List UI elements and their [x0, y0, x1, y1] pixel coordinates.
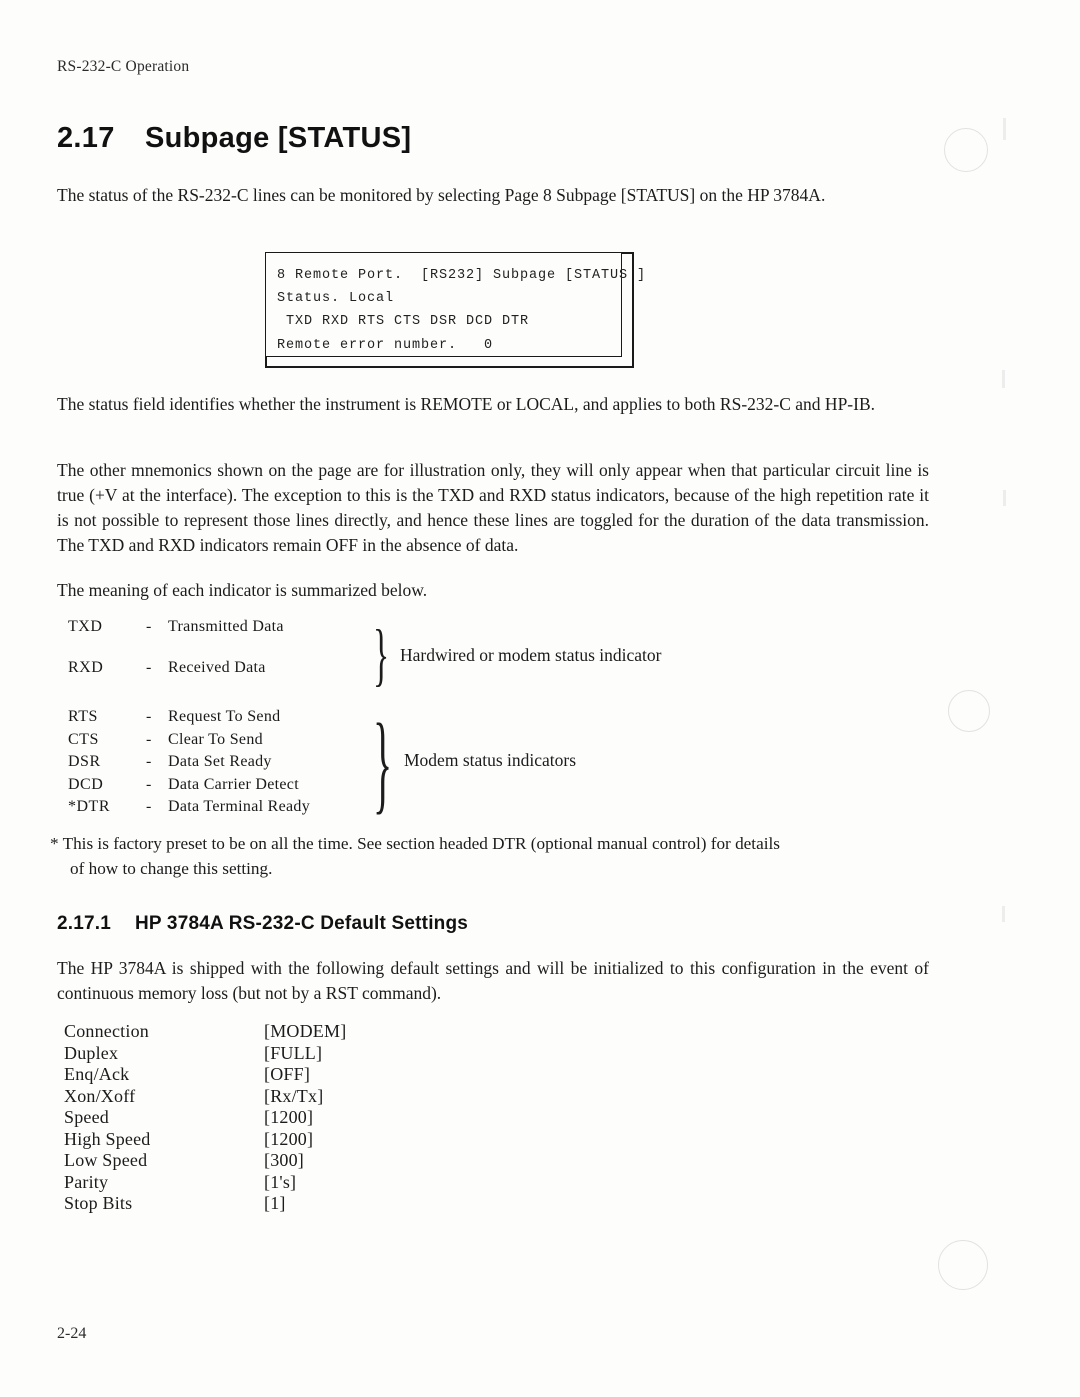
setting-value: [Rx/Tx]	[264, 1085, 324, 1106]
indicator-group-modem	[68, 708, 363, 821]
indicator-row	[68, 708, 363, 731]
indicator-name: Request To Send	[168, 708, 281, 725]
setting-name: Low Speed	[64, 1150, 148, 1170]
indicator-dash: -	[146, 775, 152, 793]
indicator-row	[68, 618, 363, 659]
setting-name: Parity	[64, 1171, 109, 1192]
indicator-row	[68, 776, 363, 799]
indicator-dash: -	[146, 798, 152, 815]
lcd-display-text	[277, 264, 647, 357]
subsection-number: 2.17.1	[57, 913, 112, 934]
section-title-text: Subpage [STATUS]	[145, 122, 412, 154]
indicator-dash: -	[146, 730, 152, 748]
footnote-line-1: * This is factory preset to be on all the time. See section headed DTR (optional manual control) for details	[50, 834, 780, 853]
section-intro-paragraph: The status of the RS-232-C lines can be monitored by selecting Page 8 Subpage [STATUS] on the HP 3784A.	[57, 185, 826, 205]
lcd-line-2: Status. Local	[277, 291, 395, 307]
table-row	[64, 1151, 464, 1173]
indicator-dash: -	[146, 659, 152, 676]
indicator-abbr: RXD	[68, 659, 104, 676]
table-row	[64, 1065, 464, 1087]
scan-edge-mark	[1003, 118, 1006, 140]
setting-value: [1200]	[264, 1128, 314, 1149]
table-row	[64, 1108, 464, 1130]
scan-artifact-icon	[948, 690, 990, 732]
lcd-line-4: Remote error number. 0	[277, 337, 494, 353]
table-row	[64, 1022, 464, 1044]
modem-indicator-label: Modem status indicators	[404, 750, 577, 770]
brace-icon: }	[373, 616, 390, 694]
indicator-group-hardwired	[68, 618, 363, 700]
setting-name: High Speed	[64, 1128, 151, 1149]
indicator-name: Received Data	[168, 659, 266, 676]
indicator-row	[68, 753, 363, 776]
table-row	[64, 1173, 464, 1195]
meaning-paragraph: The meaning of each indicator is summarized below.	[57, 580, 428, 600]
section-heading	[57, 122, 411, 155]
table-row	[64, 1194, 464, 1216]
brace-icon: }	[373, 699, 393, 824]
indicator-abbr: TXD	[68, 618, 103, 635]
setting-name: Enq/Ack	[64, 1064, 130, 1084]
scan-edge-mark	[1002, 370, 1005, 388]
indicator-dash: -	[146, 708, 152, 725]
indicator-name: Transmitted Data	[168, 618, 284, 635]
indicator-dash: -	[146, 618, 152, 635]
indicator-row	[68, 659, 363, 700]
indicator-row	[68, 798, 363, 821]
lcd-line-3: TXD RXD RTS CTS DSR DCD DTR	[277, 314, 530, 330]
setting-name: Connection	[64, 1021, 149, 1041]
setting-value: [300]	[264, 1150, 304, 1170]
default-settings-table	[64, 1022, 464, 1216]
setting-value: [1's]	[264, 1171, 297, 1192]
status-field-paragraph: The status field identifies whether the instrument is REMOTE or LOCAL, and applies to both RS-232-C and HP-IB.	[57, 394, 876, 414]
table-row	[64, 1130, 464, 1152]
indicator-name: Data Carrier Detect	[168, 775, 299, 793]
setting-value: [OFF]	[264, 1064, 311, 1084]
setting-value: [MODEM]	[264, 1021, 347, 1041]
setting-name: Duplex	[64, 1042, 119, 1063]
indicator-name: Data Set Ready	[168, 753, 272, 770]
subsection-heading	[57, 913, 468, 935]
indicator-abbr: DSR	[68, 753, 101, 770]
section-number: 2.17	[57, 122, 115, 154]
scan-artifact-icon	[938, 1240, 988, 1290]
table-row	[64, 1044, 464, 1066]
indicator-row	[68, 731, 363, 754]
footnote-line-2: of how to change this setting.	[70, 858, 273, 878]
running-head: RS-232-C Operation	[57, 58, 190, 75]
scan-edge-mark	[1003, 490, 1006, 506]
lcd-line-1: 8 Remote Port. [RS232] Subpage [STATUS ]	[277, 268, 647, 283]
setting-value: [FULL]	[264, 1042, 323, 1063]
page-number: 2-24	[57, 1325, 87, 1342]
indicator-abbr: CTS	[68, 730, 99, 748]
indicator-abbr: *DTR	[68, 798, 110, 815]
defaults-intro-paragraph: The HP 3784A is shipped with the following default settings and will be initialized to this configuration in the event of continuous memory loss (but not by a RST command).	[57, 958, 929, 1003]
footnote	[50, 832, 935, 882]
indicator-name: Data Terminal Ready	[168, 798, 311, 815]
setting-name: Stop Bits	[64, 1193, 133, 1213]
indicator-abbr: DCD	[68, 775, 104, 793]
subsection-title-text: HP 3784A RS-232-C Default Settings	[135, 913, 469, 934]
scan-edge-mark	[1002, 906, 1005, 922]
hardwired-indicator-label: Hardwired or modem status indicator	[400, 645, 662, 665]
indicator-dash: -	[146, 753, 152, 770]
indicator-name: Clear To Send	[168, 730, 263, 748]
indicator-abbr: RTS	[68, 708, 98, 725]
table-row	[64, 1087, 464, 1109]
setting-name: Speed	[64, 1107, 109, 1127]
setting-value: [1]	[264, 1193, 286, 1213]
other-mnemonics-paragraph: The other mnemonics shown on the page are for illustration only, they will only appear when that particular circuit line is true (+V at the interface). The exception to this is the TXD and RXD status indicators, because of the high repetition rate it is not possible to represent those lines directly, and hence these lines are toggled for the duration of the data transmission. The TXD and RXD indicators remain OFF in the absence of data.	[57, 460, 929, 555]
setting-value: [1200]	[264, 1107, 314, 1127]
scan-artifact-icon	[944, 128, 988, 172]
setting-name: Xon/Xoff	[64, 1085, 136, 1106]
